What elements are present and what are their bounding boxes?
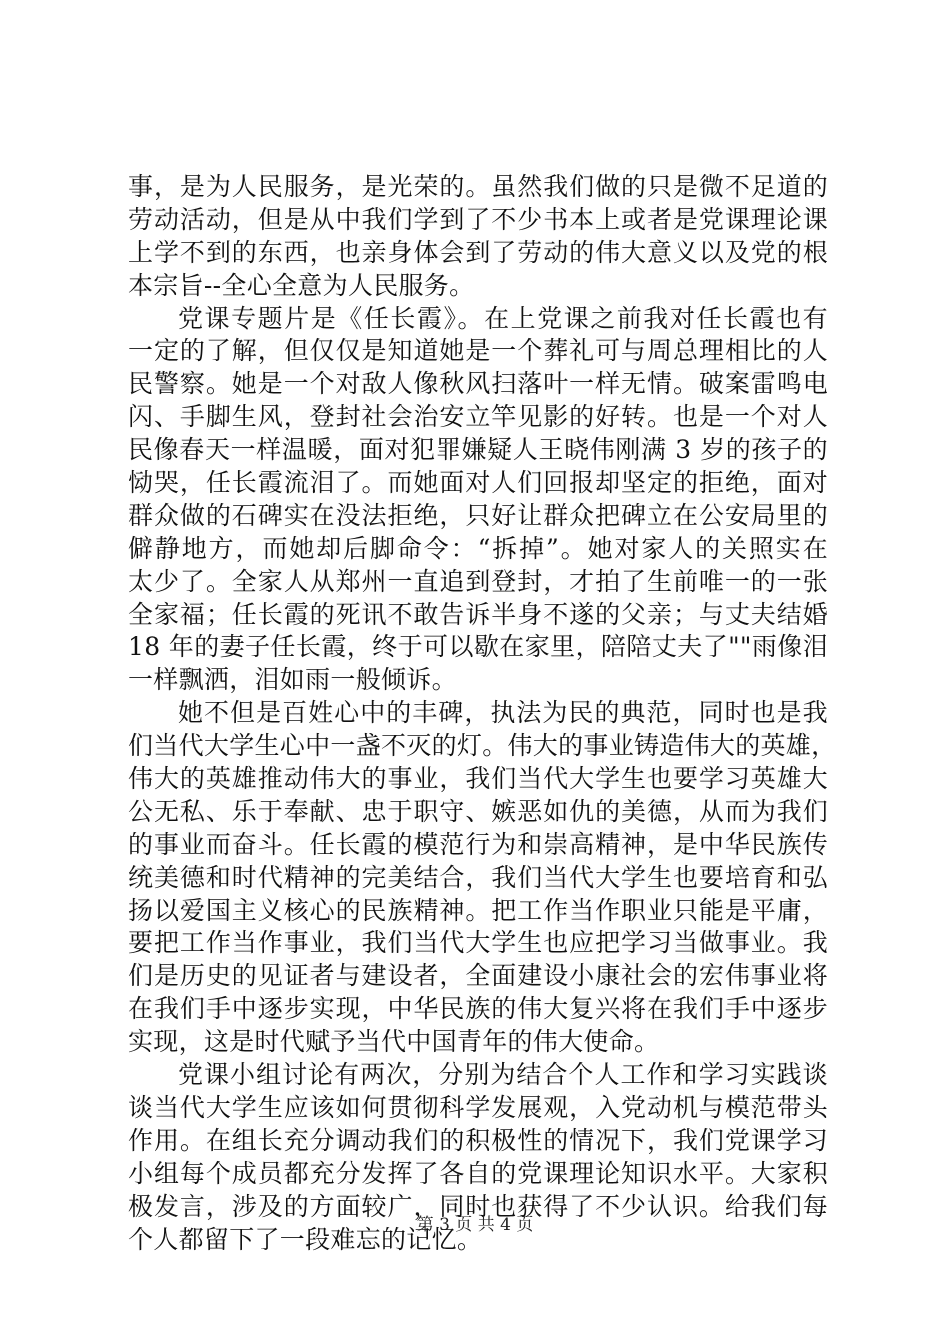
page-footer: 第 3 页 共 4 页 — [416, 1215, 534, 1235]
text-line: 党课小组讨论有两次，分别为结合个人工作和学习实践谈 — [178, 1060, 828, 1090]
text-line: 扬以爱国主义核心的民族精神。把工作当作职业只能是平庸， — [128, 895, 828, 925]
paragraph — [128, 171, 828, 303]
text-line: 群众做的石碑实在没法拒绝，只好让群众把碑立在公安局里的 — [128, 500, 828, 530]
document-body — [128, 171, 837, 1256]
text-line: 闪、手脚生风，登封社会治安立竿见影的好转。也是一个对人 — [128, 402, 828, 432]
text-line: 作用。在组长充分调动我们的积极性的情况下，我们党课学习 — [128, 1125, 828, 1155]
text-line: 伟大的英雄推动伟大的事业，我们当代大学生也要学习英雄大 — [128, 764, 828, 794]
text-line: 太少了。全家人从郑州一直追到登封，才拍了生前唯一的一张 — [128, 566, 828, 596]
text-line: 恸哭，任长霞流泪了。而她面对人们回报却坚定的拒绝，面对 — [128, 468, 828, 498]
text-line: 事，是为人民服务，是光荣的。虽然我们做的只是微不足道的 — [128, 172, 828, 201]
text-line: 们当代大学生心中一盏不灭的灯。伟大的事业铸造伟大的英雄， — [128, 731, 837, 761]
text-line: 一样飘洒，泪如雨一般倾诉。 — [128, 665, 457, 695]
text-line: 小组每个成员都充分发挥了各自的党课理论知识水平。大家积 — [128, 1158, 828, 1188]
text-line: 民警察。她是一个对敌人像秋风扫落叶一样无情。破案雷鸣电 — [128, 369, 828, 399]
text-line: 僻静地方，而她却后脚命令：“拆掉”。她对家人的关照实在 — [128, 533, 828, 563]
text-line: 统美德和时代精神的完美结合，我们当代大学生也要培育和弘 — [128, 862, 828, 892]
text-line: 公无私、乐于奉献、忠于职守、嫉恶如仇的美德，从而为我们 — [128, 796, 828, 826]
text-line: 党课专题片是《任长霞》。在上党课之前我对任长霞也有 — [178, 303, 828, 333]
paragraph — [128, 697, 837, 1059]
text-line: 民像春天一样温暖，面对犯罪嫌疑人王晓伟刚满 3 岁的孩子的 — [128, 435, 828, 465]
text-line: 们是历史的见证者与建设者，全面建设小康社会的宏伟事业将 — [128, 961, 828, 991]
text-line: 上学不到的东西，也亲身体会到了劳动的伟大意义以及党的根 — [128, 237, 828, 267]
text-line: 的事业而奋斗。任长霞的模范行为和崇高精神，是中华民族传 — [128, 829, 828, 859]
text-line: 全家福；任长霞的死讯不敢告诉半身不遂的父亲；与丈夫结婚 — [128, 599, 828, 629]
text-line: 一定的了解，但仅仅是知道她是一个葬礼可与周总理相比的人 — [128, 336, 828, 366]
text-line: 她不但是百姓心中的丰碑，执法为民的典范，同时也是我 — [178, 698, 828, 728]
text-line: 在我们手中逐步实现，中华民族的伟大复兴将在我们手中逐步 — [128, 994, 828, 1024]
text-line: 谈当代大学生应该如何贯彻科学发展观，入党动机与模范带头 — [128, 1092, 828, 1122]
text-line: 极发言，涉及的方面较广，同时也获得了不少认识。给我们每 — [128, 1191, 828, 1221]
paragraph — [128, 303, 828, 698]
text-line: 要把工作当作事业，我们当代大学生也应把学习当做事业。我 — [128, 928, 828, 958]
text-line: 18 年的妻子任长霞，终于可以歇在家里，陪陪丈夫了""雨像泪 — [128, 632, 828, 662]
text-line: 实现，这是时代赋予当代中国青年的伟大使命。 — [128, 1027, 660, 1057]
text-line: 个人都留下了一段难忘的记忆。 — [128, 1224, 483, 1254]
text-line: 本宗旨--全心全意为人民服务。 — [128, 270, 475, 300]
text-line: 劳动活动，但是从中我们学到了不少书本上或者是党课理论课 — [128, 204, 828, 234]
